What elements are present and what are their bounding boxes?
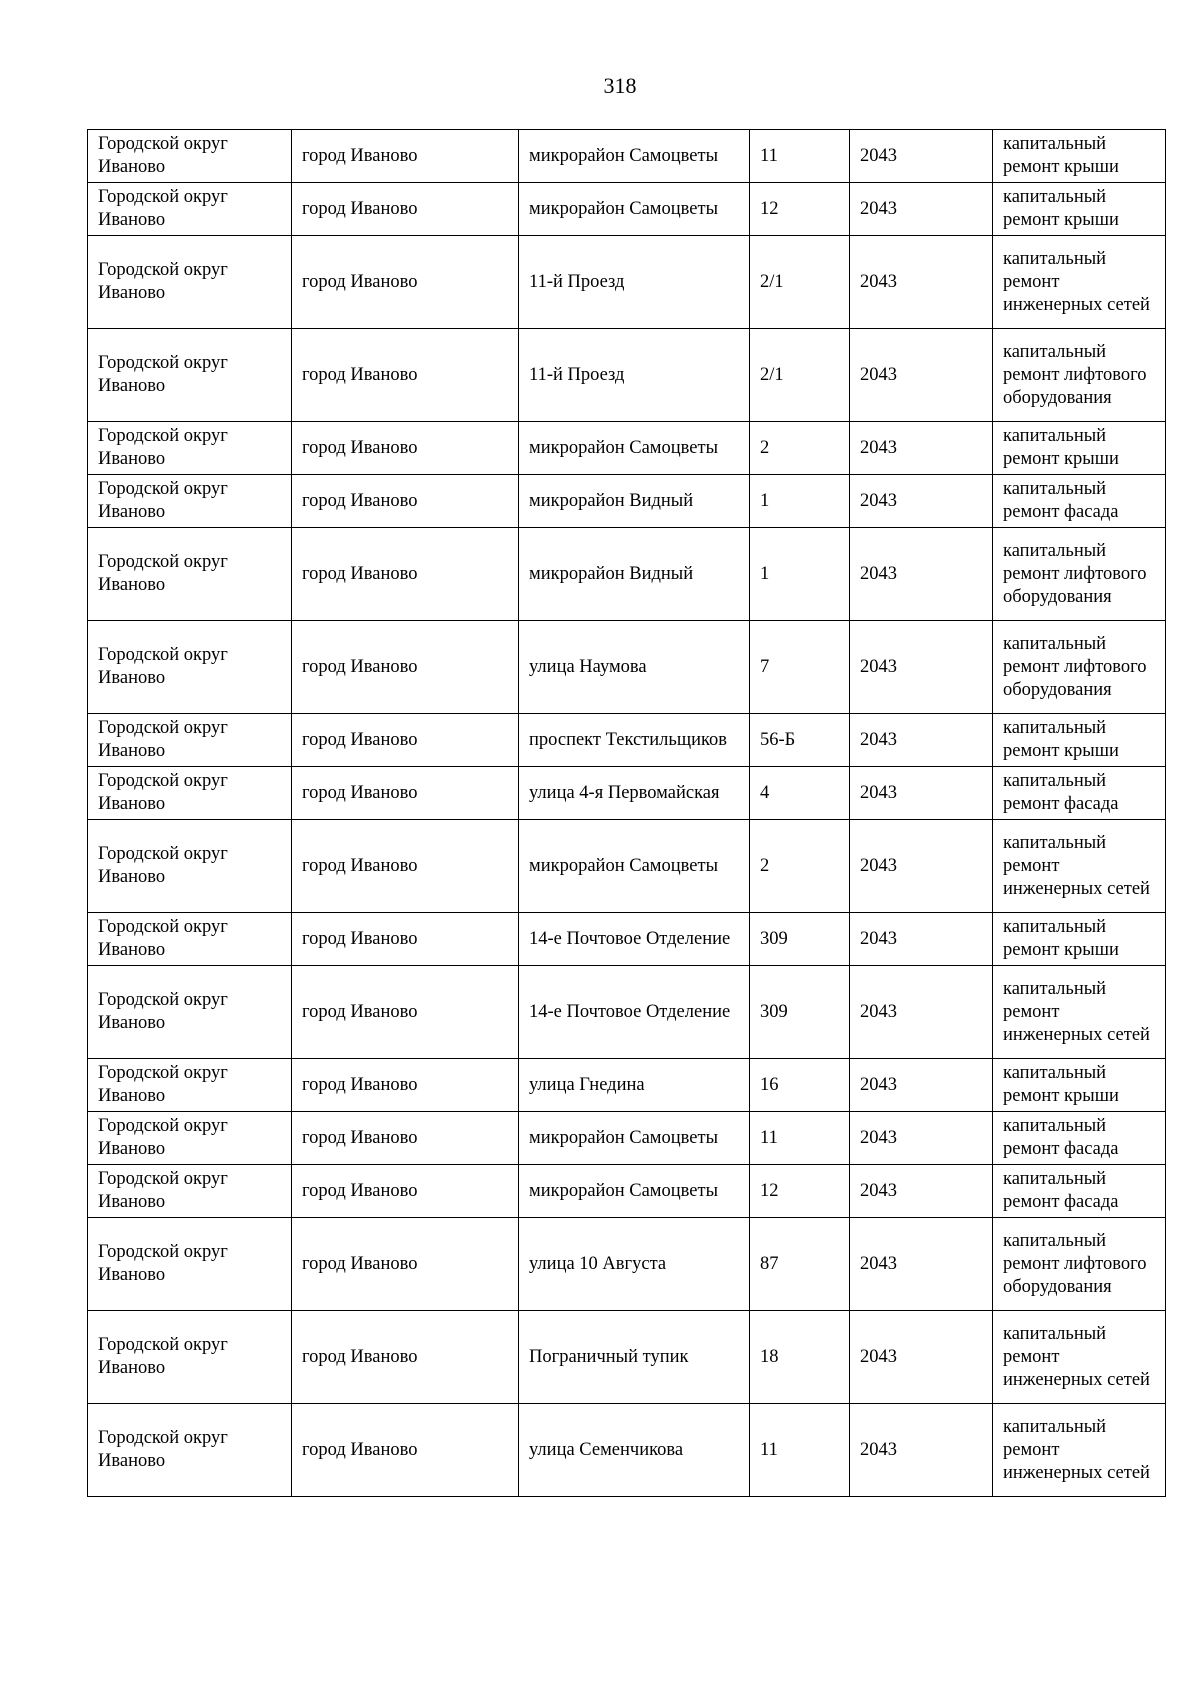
settlement-cell: город Иваново: [292, 714, 519, 767]
table-row: [88, 130, 1166, 183]
work-type-cell: капитальный ремонт крыши: [993, 913, 1166, 966]
work-type-cell: капитальный ремонт инженерных сетей: [993, 820, 1166, 913]
street-cell: улица 10 Августа: [519, 1218, 750, 1311]
settlement-cell: город Иваново: [292, 236, 519, 329]
table-row: [88, 183, 1166, 236]
street-cell: улица Гнедина: [519, 1059, 750, 1112]
settlement-cell: город Иваново: [292, 329, 519, 422]
municipality-cell: Городской округ Иваново: [88, 621, 292, 714]
settlement-cell: город Иваново: [292, 1112, 519, 1165]
street-cell: микрорайон Самоцветы: [519, 820, 750, 913]
municipality-cell: Городской округ Иваново: [88, 329, 292, 422]
year-cell: 2043: [850, 422, 993, 475]
municipality-cell: Городской округ Иваново: [88, 1165, 292, 1218]
work-type-cell: капитальный ремонт инженерных сетей: [993, 966, 1166, 1059]
table-row: [88, 913, 1166, 966]
year-cell: 2043: [850, 621, 993, 714]
table-row: [88, 714, 1166, 767]
table-row: [88, 1311, 1166, 1404]
year-cell: 2043: [850, 329, 993, 422]
municipality-cell: Городской округ Иваново: [88, 966, 292, 1059]
street-cell: 14-е Почтовое Отделение: [519, 966, 750, 1059]
work-type-cell: капитальный ремонт фасада: [993, 1112, 1166, 1165]
work-type-cell: капитальный ремонт инженерных сетей: [993, 1404, 1166, 1497]
settlement-cell: город Иваново: [292, 183, 519, 236]
table-row: [88, 1404, 1166, 1497]
street-cell: улица Наумова: [519, 621, 750, 714]
work-type-cell: капитальный ремонт лифтового оборудования: [993, 528, 1166, 621]
municipality-cell: Городской округ Иваново: [88, 1311, 292, 1404]
municipality-cell: Городской округ Иваново: [88, 820, 292, 913]
year-cell: 2043: [850, 236, 993, 329]
repair-schedule-table: [87, 129, 1166, 1497]
work-type-cell: капитальный ремонт фасада: [993, 1165, 1166, 1218]
work-type-cell: капитальный ремонт крыши: [993, 183, 1166, 236]
house-number-cell: 4: [750, 767, 850, 820]
table-row: [88, 820, 1166, 913]
year-cell: 2043: [850, 183, 993, 236]
street-cell: 14-е Почтовое Отделение: [519, 913, 750, 966]
street-cell: микрорайон Видный: [519, 475, 750, 528]
work-type-cell: капитальный ремонт лифтового оборудования: [993, 329, 1166, 422]
house-number-cell: 7: [750, 621, 850, 714]
table-row: [88, 422, 1166, 475]
table-body: [88, 130, 1166, 1497]
year-cell: 2043: [850, 966, 993, 1059]
municipality-cell: Городской округ Иваново: [88, 475, 292, 528]
municipality-cell: Городской округ Иваново: [88, 236, 292, 329]
municipality-cell: Городской округ Иваново: [88, 183, 292, 236]
municipality-cell: Городской округ Иваново: [88, 422, 292, 475]
table-row: [88, 966, 1166, 1059]
house-number-cell: 16: [750, 1059, 850, 1112]
street-cell: микрорайон Самоцветы: [519, 1112, 750, 1165]
street-cell: микрорайон Самоцветы: [519, 130, 750, 183]
table-row: [88, 528, 1166, 621]
settlement-cell: город Иваново: [292, 621, 519, 714]
house-number-cell: 309: [750, 913, 850, 966]
table-row: [88, 621, 1166, 714]
table-row: [88, 1112, 1166, 1165]
settlement-cell: город Иваново: [292, 1165, 519, 1218]
year-cell: 2043: [850, 767, 993, 820]
year-cell: 2043: [850, 475, 993, 528]
municipality-cell: Городской округ Иваново: [88, 913, 292, 966]
house-number-cell: 11: [750, 1404, 850, 1497]
house-number-cell: 87: [750, 1218, 850, 1311]
settlement-cell: город Иваново: [292, 475, 519, 528]
table-row: [88, 329, 1166, 422]
house-number-cell: 12: [750, 183, 850, 236]
settlement-cell: город Иваново: [292, 1311, 519, 1404]
municipality-cell: Городской округ Иваново: [88, 528, 292, 621]
year-cell: 2043: [850, 1059, 993, 1112]
year-cell: 2043: [850, 130, 993, 183]
municipality-cell: Городской округ Иваново: [88, 767, 292, 820]
house-number-cell: 1: [750, 528, 850, 621]
page-number: 318: [603, 73, 637, 98]
settlement-cell: город Иваново: [292, 422, 519, 475]
year-cell: 2043: [850, 1165, 993, 1218]
table-row: [88, 1059, 1166, 1112]
street-cell: улица Семенчикова: [519, 1404, 750, 1497]
municipality-cell: Городской округ Иваново: [88, 1059, 292, 1112]
municipality-cell: Городской округ Иваново: [88, 1404, 292, 1497]
table-row: [88, 1165, 1166, 1218]
settlement-cell: город Иваново: [292, 1218, 519, 1311]
settlement-cell: город Иваново: [292, 528, 519, 621]
settlement-cell: город Иваново: [292, 820, 519, 913]
house-number-cell: 2/1: [750, 329, 850, 422]
house-number-cell: 1: [750, 475, 850, 528]
work-type-cell: капитальный ремонт крыши: [993, 130, 1166, 183]
municipality-cell: Городской округ Иваново: [88, 130, 292, 183]
settlement-cell: город Иваново: [292, 767, 519, 820]
house-number-cell: 2: [750, 422, 850, 475]
house-number-cell: 11: [750, 1112, 850, 1165]
work-type-cell: капитальный ремонт инженерных сетей: [993, 1311, 1166, 1404]
street-cell: Пограничный тупик: [519, 1311, 750, 1404]
street-cell: 11-й Проезд: [519, 236, 750, 329]
year-cell: 2043: [850, 820, 993, 913]
year-cell: 2043: [850, 1311, 993, 1404]
street-cell: микрорайон Видный: [519, 528, 750, 621]
year-cell: 2043: [850, 913, 993, 966]
settlement-cell: город Иваново: [292, 1059, 519, 1112]
street-cell: проспект Текстильщиков: [519, 714, 750, 767]
settlement-cell: город Иваново: [292, 130, 519, 183]
year-cell: 2043: [850, 1218, 993, 1311]
house-number-cell: 309: [750, 966, 850, 1059]
year-cell: 2043: [850, 714, 993, 767]
work-type-cell: капитальный ремонт крыши: [993, 714, 1166, 767]
street-cell: микрорайон Самоцветы: [519, 1165, 750, 1218]
table-row: [88, 1218, 1166, 1311]
municipality-cell: Городской округ Иваново: [88, 714, 292, 767]
house-number-cell: 2/1: [750, 236, 850, 329]
work-type-cell: капитальный ремонт лифтового оборудования: [993, 621, 1166, 714]
work-type-cell: капитальный ремонт лифтового оборудования: [993, 1218, 1166, 1311]
street-cell: 11-й Проезд: [519, 329, 750, 422]
year-cell: 2043: [850, 528, 993, 621]
work-type-cell: капитальный ремонт инженерных сетей: [993, 236, 1166, 329]
year-cell: 2043: [850, 1404, 993, 1497]
work-type-cell: капитальный ремонт крыши: [993, 1059, 1166, 1112]
work-type-cell: капитальный ремонт фасада: [993, 767, 1166, 820]
street-cell: микрорайон Самоцветы: [519, 183, 750, 236]
street-cell: улица 4-я Первомайская: [519, 767, 750, 820]
settlement-cell: город Иваново: [292, 913, 519, 966]
house-number-cell: 56-Б: [750, 714, 850, 767]
table-row: [88, 767, 1166, 820]
municipality-cell: Городской округ Иваново: [88, 1218, 292, 1311]
house-number-cell: 18: [750, 1311, 850, 1404]
house-number-cell: 11: [750, 130, 850, 183]
settlement-cell: город Иваново: [292, 1404, 519, 1497]
settlement-cell: город Иваново: [292, 966, 519, 1059]
house-number-cell: 2: [750, 820, 850, 913]
street-cell: микрорайон Самоцветы: [519, 422, 750, 475]
house-number-cell: 12: [750, 1165, 850, 1218]
year-cell: 2043: [850, 1112, 993, 1165]
table-row: [88, 236, 1166, 329]
municipality-cell: Городской округ Иваново: [88, 1112, 292, 1165]
work-type-cell: капитальный ремонт крыши: [993, 422, 1166, 475]
table-row: [88, 475, 1166, 528]
work-type-cell: капитальный ремонт фасада: [993, 475, 1166, 528]
